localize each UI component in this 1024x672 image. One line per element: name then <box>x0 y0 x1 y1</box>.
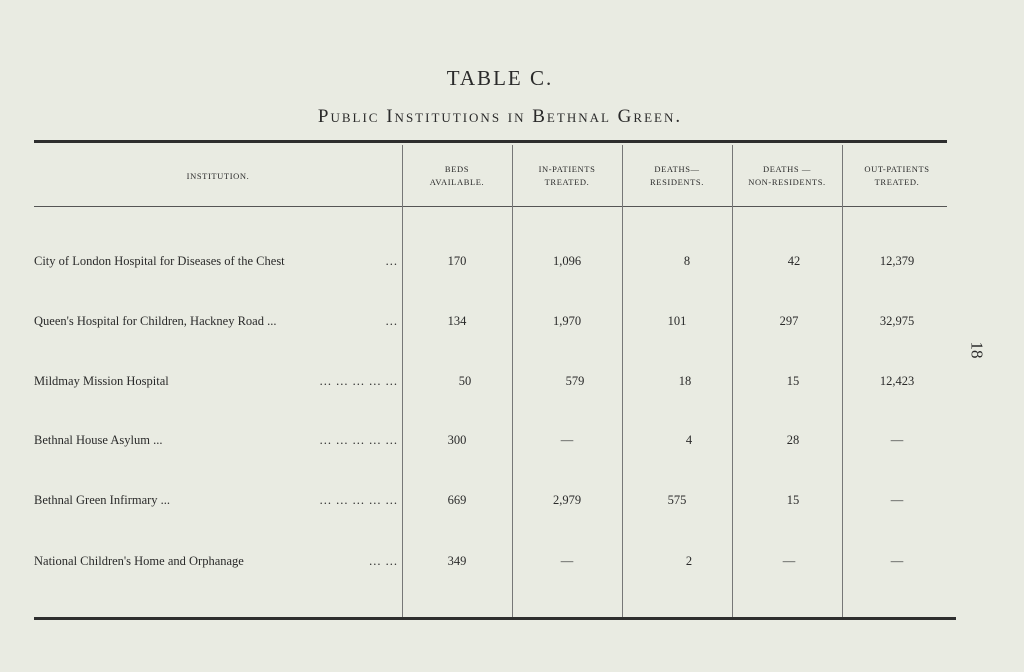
outpatients-cell: — <box>890 493 904 507</box>
institution-name: Mildmay Mission Hospital <box>34 374 169 388</box>
top-rule <box>34 140 947 143</box>
leader-dots: ... ... ... ... ... <box>319 433 398 447</box>
outpatients-cell: 32,975 <box>879 314 915 328</box>
deaths-nonresidents-cell: 28 <box>786 433 800 447</box>
deaths-residents-cell: 575 <box>667 493 687 507</box>
institution-name: Queen's Hospital for Children, Hackney Road ... <box>34 314 277 328</box>
deaths-nonresidents-cell: 297 <box>779 314 799 328</box>
header-deaths-residents <box>622 155 732 197</box>
institution-cell <box>34 554 400 569</box>
outpatients-cell: 12,423 <box>879 374 915 388</box>
header-beds-line2: AVAILABLE. <box>429 177 485 187</box>
header-institution-label: INSTITUTION. <box>186 170 250 181</box>
deaths-nonresidents-cell: 42 <box>787 254 801 268</box>
header-deaths-nonres-line1: DEATHS — <box>762 164 811 174</box>
header-deaths-nonresidents <box>732 155 842 197</box>
institution-name: Bethnal Green Infirmary ... <box>34 493 171 507</box>
deaths-residents-cell: 2 <box>685 554 693 568</box>
outpatients-cell: — <box>890 554 904 568</box>
table-row <box>0 433 960 457</box>
institution-name: City of London Hospital for Diseases of the Chest <box>34 254 285 268</box>
institution-cell <box>34 254 400 269</box>
outpatients-cell: — <box>890 433 904 447</box>
institution-name: Bethnal House Asylum ... <box>34 433 163 447</box>
beds-cell: 669 <box>447 493 467 507</box>
header-outpatients-line1: OUT-PATIENTS <box>864 164 930 174</box>
institution-cell <box>34 314 400 329</box>
leader-dots: ... ... ... ... ... <box>319 493 398 507</box>
page-number: 18 <box>967 341 987 359</box>
inpatients-cell: — <box>560 554 574 568</box>
table-title: TABLE C. <box>446 66 554 90</box>
inpatients-cell: 579 <box>565 374 585 388</box>
header-inpatients-line2: TREATED. <box>544 177 590 187</box>
institution-cell <box>34 493 400 508</box>
table-row <box>0 254 960 278</box>
deaths-nonresidents-cell: — <box>782 554 796 568</box>
header-rule <box>34 206 947 207</box>
beds-cell: 50 <box>458 374 472 388</box>
header-inpatients <box>512 155 622 197</box>
deaths-residents-cell: 4 <box>685 433 693 447</box>
institution-cell <box>34 374 400 389</box>
leader-dots: ... ... <box>369 554 398 568</box>
header-outpatients-line2: TREATED. <box>874 177 920 187</box>
institution-cell <box>34 433 400 448</box>
deaths-nonresidents-cell: 15 <box>786 374 800 388</box>
inpatients-cell: — <box>560 433 574 447</box>
leader-dots: ... <box>385 314 398 328</box>
table-subtitle: Public Institutions in Bethnal Green. <box>317 106 683 127</box>
bottom-rule <box>34 617 956 620</box>
header-beds <box>402 155 512 197</box>
beds-cell: 170 <box>447 254 467 268</box>
beds-cell: 349 <box>447 554 467 568</box>
table-row <box>0 374 960 398</box>
header-institution <box>34 155 402 197</box>
beds-cell: 134 <box>447 314 467 328</box>
inpatients-cell: 2,979 <box>552 493 582 507</box>
deaths-residents-cell: 8 <box>683 254 691 268</box>
header-deaths-res-line2: RESIDENTS. <box>650 177 704 187</box>
inpatients-cell: 1,096 <box>552 254 582 268</box>
header-deaths-res-line1: DEATHS— <box>654 164 700 174</box>
beds-cell: 300 <box>447 433 467 447</box>
header-deaths-nonres-line2: NON-RESIDENTS. <box>748 177 826 187</box>
outpatients-cell: 12,379 <box>879 254 915 268</box>
deaths-residents-cell: 18 <box>678 374 692 388</box>
institution-name: National Children's Home and Orphanage <box>34 554 244 568</box>
leader-dots: ... ... ... ... ... <box>319 374 398 388</box>
deaths-nonresidents-cell: 15 <box>786 493 800 507</box>
table-row <box>0 314 960 338</box>
header-outpatients <box>842 155 952 197</box>
table-row <box>0 493 960 517</box>
header-beds-line1: BEDS <box>444 164 470 174</box>
table-row <box>0 554 960 578</box>
header-inpatients-line1: IN-PATIENTS <box>538 164 596 174</box>
deaths-residents-cell: 101 <box>667 314 687 328</box>
inpatients-cell: 1,970 <box>552 314 582 328</box>
leader-dots: ... <box>385 254 398 268</box>
